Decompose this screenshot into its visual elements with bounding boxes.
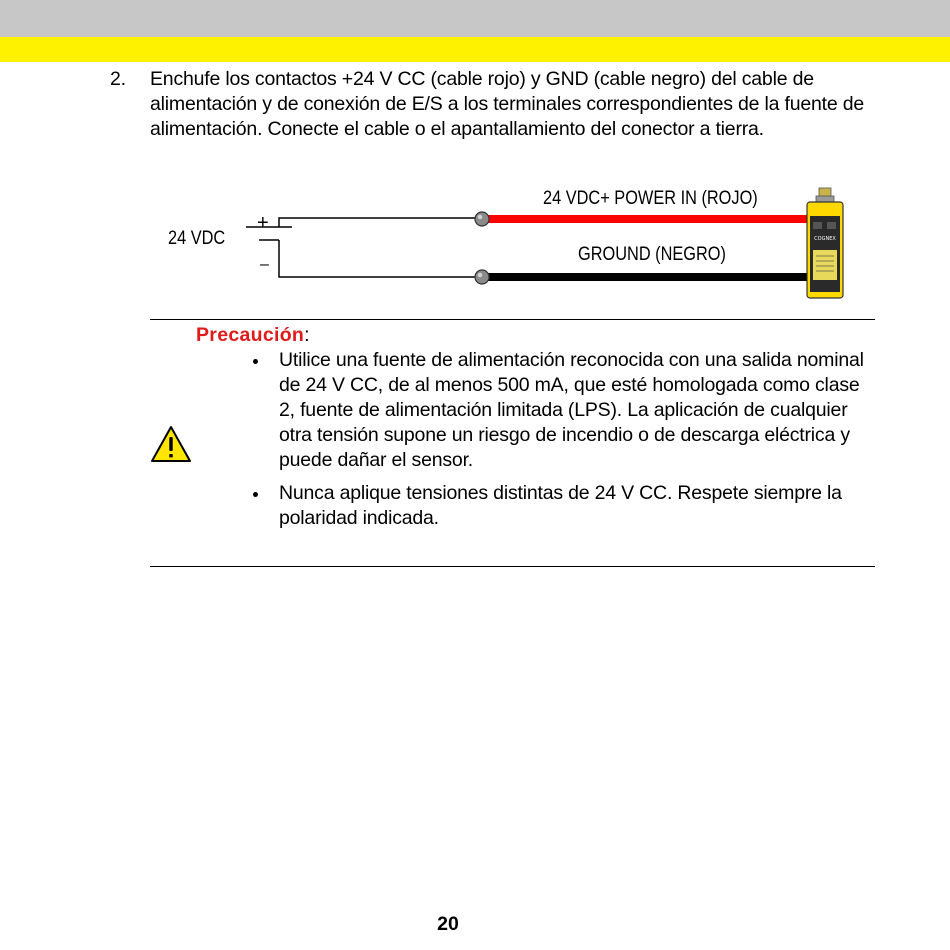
step-text: Enchufe los contactos +24 V CC (cable rojo) y GND (cable negro) del cable de alimentación y de conexión de E/S a los terminales correspondientes de la fuente de alimentación. Conecte el cable o el apantallamiento del conector a tierra.	[150, 68, 865, 140]
sensor-brand-label: COGNEX	[814, 236, 836, 242]
negative-lead	[279, 240, 480, 277]
header-yellow-bar	[0, 37, 950, 62]
power-terminal	[475, 212, 489, 226]
sensor-device	[807, 188, 843, 298]
caution-bullet-text: Utilice una fuente de alimentación reconocida con una salida nominal de 24 V CC, de al menos 500 mA, que esté homologada como clase 2, fuente de alimentación limitada (LPS). La aplicación de cualquier otra tensión supone un riesgo de incendio o de descarga eléctrica y puede dañar el sensor.	[279, 349, 864, 471]
page-number: 20	[437, 913, 459, 935]
minus-sign: –	[260, 256, 269, 273]
caution-bullet-list	[248, 348, 868, 531]
plus-sign: +	[257, 212, 269, 234]
caution-title-word: Precaución	[196, 324, 305, 346]
bullet-dot	[253, 359, 258, 364]
warning-triangle-icon	[150, 424, 192, 464]
wiring-diagram-graphic	[150, 180, 870, 305]
caution-bottom-rule	[150, 566, 875, 567]
positive-lead	[279, 218, 480, 227]
power-wire-label: 24 VDC+ POWER IN (ROJO)	[543, 188, 758, 209]
caution-title	[196, 324, 310, 347]
header-gray-bar	[0, 0, 950, 37]
ground-terminal	[475, 270, 489, 284]
caution-bullet-text: Nunca aplique tensiones distintas de 24 V CC. Respete siempre la polaridad indicada.	[279, 482, 842, 529]
caution-title-colon: :	[304, 324, 310, 346]
caution-bullet-2	[248, 481, 868, 531]
bullet-dot	[253, 492, 258, 497]
wiring-diagram	[150, 180, 870, 305]
caution-bullet-1	[248, 348, 868, 473]
ground-wire-label: GROUND (NEGRO)	[578, 244, 726, 265]
supply-voltage-label: 24 VDC	[168, 228, 226, 249]
step-number: 2.	[110, 68, 126, 90]
caution-top-rule	[150, 319, 875, 320]
